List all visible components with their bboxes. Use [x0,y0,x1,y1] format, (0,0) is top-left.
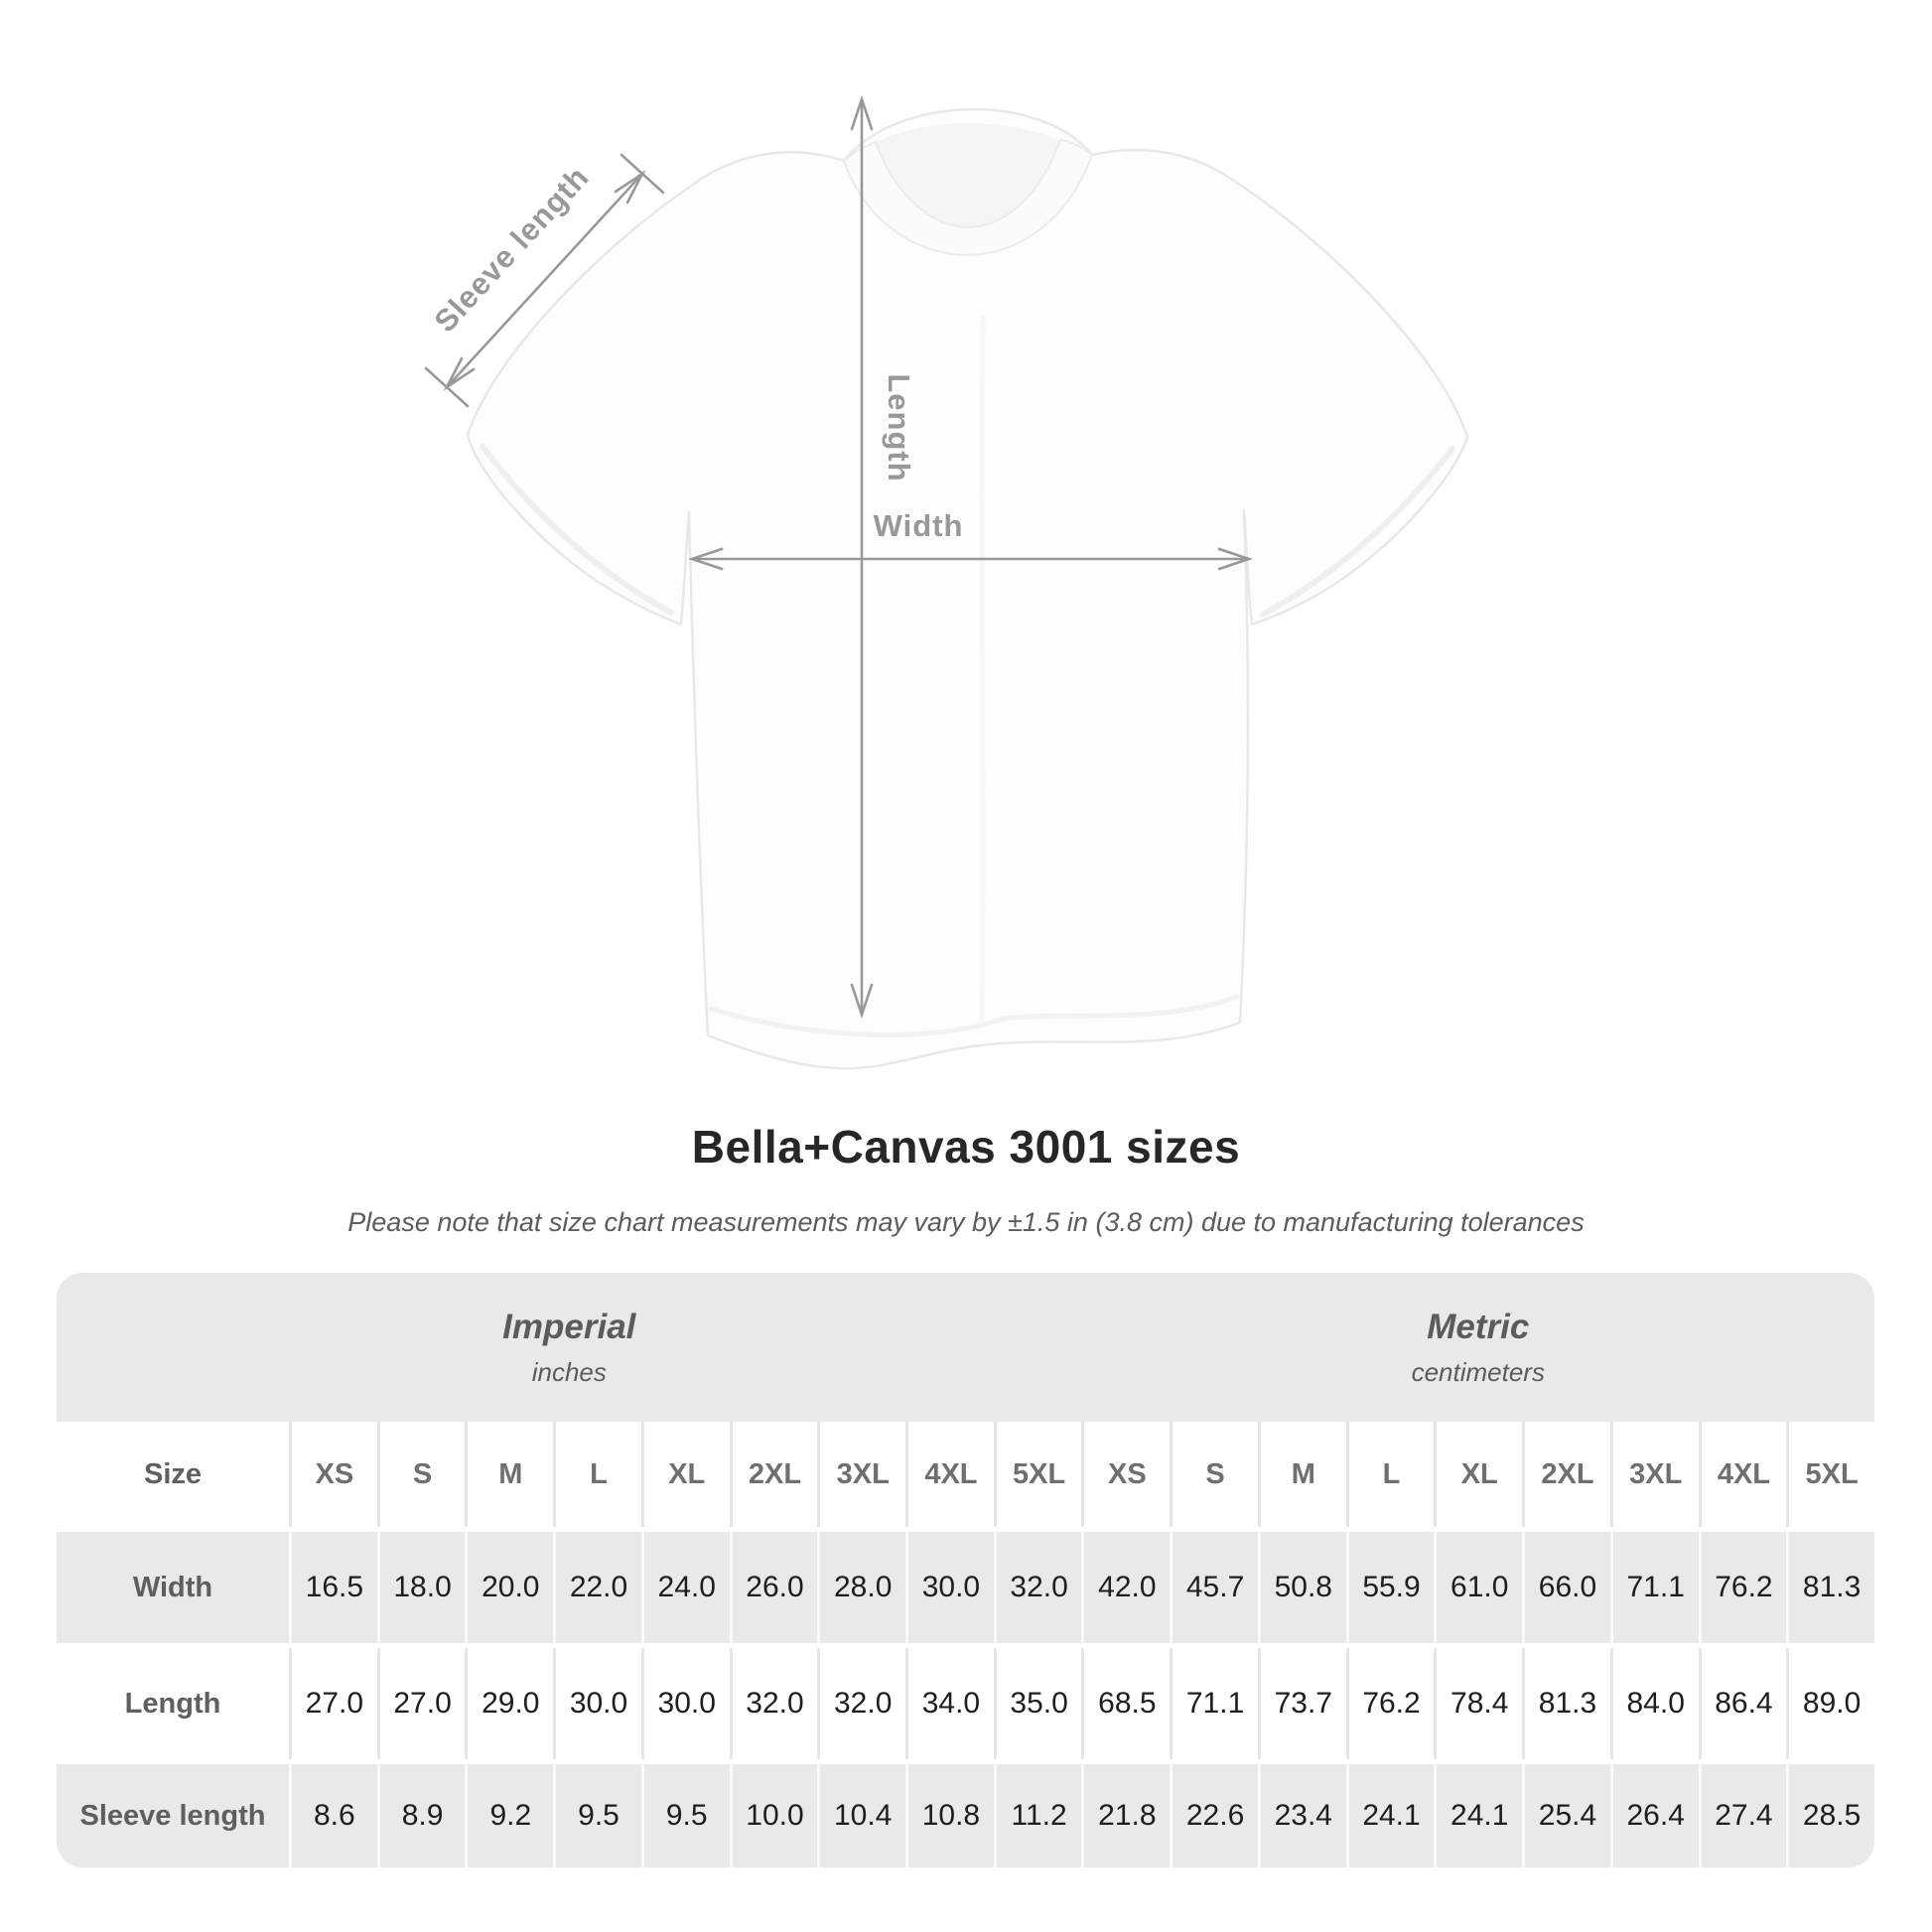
width-value-cell: 42.0 [1081,1532,1170,1643]
width-label: Width [873,508,964,543]
width-value-cell: 18.0 [377,1532,466,1643]
width-value-cell: 24.0 [641,1532,730,1643]
size-header-cell: 5XL [1786,1422,1874,1527]
unit-header-band [57,1273,1874,1422]
length-row [57,1648,1874,1759]
center-crease [982,318,983,1023]
length-value-cell: 73.7 [1258,1648,1346,1759]
row-label-sleeve-length: Sleeve length [79,1799,266,1832]
length-value-cell: 78.4 [1434,1648,1522,1759]
size-header-cell: S [1170,1422,1258,1527]
width-value-cell: 22.0 [553,1532,641,1643]
size-header-row [57,1422,1874,1527]
size-header-cell: L [1346,1422,1435,1527]
width-value-cell: 55.9 [1346,1532,1435,1643]
length-value-cell: 35.0 [994,1648,1082,1759]
width-value-cell: 45.7 [1170,1532,1258,1643]
size-header-cell: XL [641,1422,730,1527]
sleeve-value-cell: 9.2 [465,1764,553,1867]
size-header-cell: M [1258,1422,1346,1527]
sleeve-value-cell: 28.5 [1786,1764,1874,1867]
sleeve-value-cell: 10.0 [730,1764,818,1867]
length-value-cell: 27.0 [289,1648,377,1759]
sleeve-value-cell: 24.1 [1346,1764,1435,1867]
size-header-cell: XS [1081,1422,1170,1527]
sleeve-value-cell: 8.6 [289,1764,377,1867]
width-value-cell: 30.0 [905,1532,994,1643]
sleeve-value-cell: 8.9 [377,1764,466,1867]
length-label: Length [882,373,916,483]
length-value-cell: 27.0 [377,1648,466,1759]
sleeve-value-cell: 9.5 [641,1764,730,1867]
unit-group-unit: inches [531,1356,607,1387]
sleeve-value-cell: 27.4 [1699,1764,1787,1867]
row-label-length: Length [124,1687,221,1720]
width-value-cell: 16.5 [289,1532,377,1643]
size-header-cell: 4XL [1699,1422,1787,1527]
page-subtitle: Please note that size chart measurements may vary by ±1.5 in (3.8 cm) due to manufacturing tolerances [347,1207,1585,1237]
width-value-cell: 71.1 [1610,1532,1699,1643]
unit-group-name: Imperial [502,1307,636,1346]
length-value-cell: 89.0 [1786,1648,1874,1759]
sleeve-length-row [57,1764,1874,1867]
length-value-cell: 30.0 [553,1648,641,1759]
size-header-cell: XL [1434,1422,1522,1527]
width-value-cell: 66.0 [1522,1532,1610,1643]
length-value-cell: 76.2 [1346,1648,1435,1759]
sleeve-value-cell: 22.6 [1170,1764,1258,1867]
size-header-cell: 2XL [730,1422,818,1527]
sleeve-value-cell: 25.4 [1522,1764,1610,1867]
width-value-cell: 32.0 [994,1532,1082,1643]
width-value-cell: 20.0 [465,1532,553,1643]
size-header-cell: L [553,1422,641,1527]
size-header-cell: 2XL [1522,1422,1610,1527]
length-value-cell: 81.3 [1522,1648,1610,1759]
page-title: Bella+Canvas 3001 sizes [691,1121,1241,1173]
length-value-cell: 86.4 [1699,1648,1787,1759]
sleeve-value-cell: 10.4 [817,1764,905,1867]
size-header-cell: XS [289,1422,377,1527]
size-header-cell: 3XL [1610,1422,1699,1527]
sleeve-length-label: Sleeve length [427,159,597,340]
width-value-cell: 50.8 [1258,1532,1346,1643]
row-label-width: Width [132,1571,213,1603]
width-value-cell: 81.3 [1786,1532,1874,1643]
size-column-header: Size [143,1457,203,1490]
sleeve-value-cell: 21.8 [1081,1764,1170,1867]
length-value-cell: 34.0 [905,1648,994,1759]
sleeve-value-cell: 11.2 [994,1764,1082,1867]
width-value-cell: 28.0 [817,1532,905,1643]
size-header-cell: 3XL [817,1422,905,1527]
size-table [57,1273,1874,1867]
sleeve-value-cell: 24.1 [1434,1764,1522,1867]
width-value-cell: 76.2 [1699,1532,1787,1643]
unit-group-unit: centimeters [1411,1356,1545,1387]
length-value-cell: 71.1 [1170,1648,1258,1759]
size-header-cell: 4XL [905,1422,994,1527]
size-header-cell: 5XL [994,1422,1082,1527]
length-value-cell: 32.0 [817,1648,905,1759]
length-value-cell: 84.0 [1610,1648,1699,1759]
sleeve-value-cell: 9.5 [553,1764,641,1867]
width-value-cell: 26.0 [730,1532,818,1643]
sleeve-value-cell: 10.8 [905,1764,994,1867]
sleeve-value-cell: 26.4 [1610,1764,1699,1867]
width-row [57,1532,1874,1643]
size-header-cell: S [377,1422,466,1527]
length-value-cell: 68.5 [1081,1648,1170,1759]
size-header-cell: M [465,1422,553,1527]
length-value-cell: 29.0 [465,1648,553,1759]
length-value-cell: 32.0 [730,1648,818,1759]
unit-group-metric [1082,1273,1874,1422]
width-value-cell: 61.0 [1434,1532,1522,1643]
length-value-cell: 30.0 [641,1648,730,1759]
unit-group-imperial [57,1273,1082,1422]
sleeve-value-cell: 23.4 [1258,1764,1346,1867]
unit-group-name: Metric [1427,1307,1530,1346]
